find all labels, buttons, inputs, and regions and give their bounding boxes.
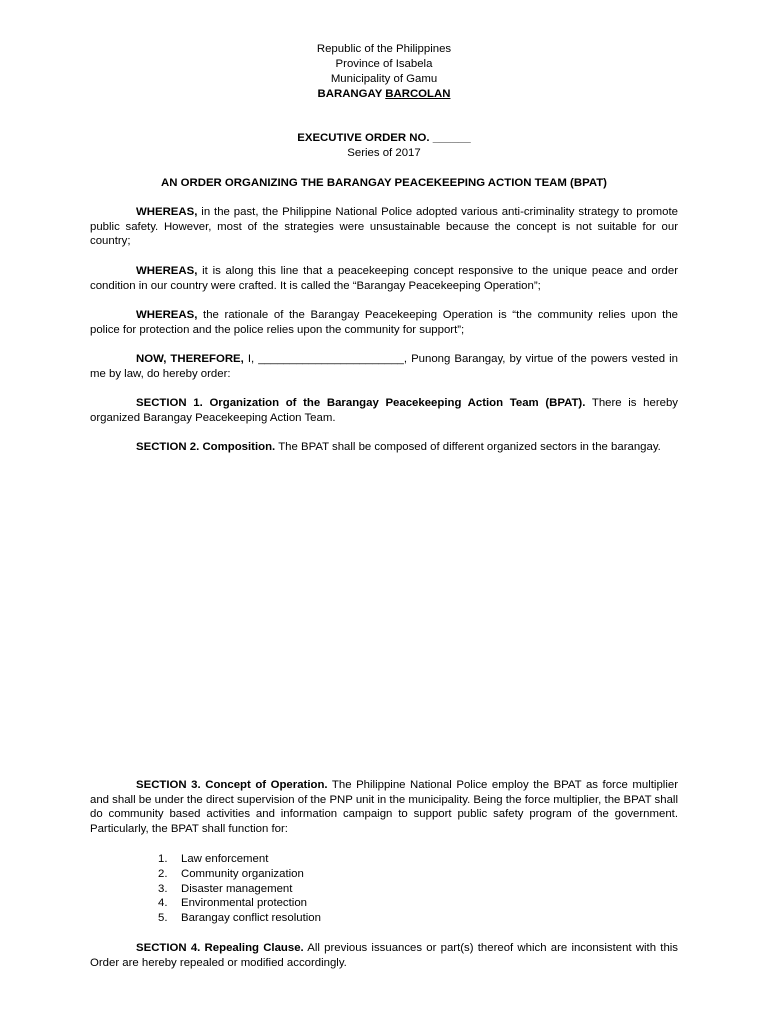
- list-label: Community organization: [181, 867, 304, 880]
- list-number: 5.: [158, 912, 168, 925]
- whereas-paragraph-3: [90, 308, 678, 337]
- list-item: [158, 852, 321, 867]
- list-item: [158, 911, 321, 926]
- section-2-paragraph: [90, 440, 678, 455]
- section-text: The Philippine National Police employ the BPAT as force multiplier and shall be under the direct supervision of the PNP unit in the municipality. Being the force multiplier, the BPAT shall do community based activities and information campaign to support public safety program of the government. Particularly, the BPAT shall function for:: [90, 779, 678, 835]
- list-label: Law enforcement: [181, 853, 269, 865]
- section-lead: SECTION 3. Concept of Operation.: [136, 779, 328, 791]
- barangay-prefix: BARANGAY: [317, 88, 383, 100]
- whereas-text: it is along this line that a peacekeeping concept responsive to the unique peace and order condition in our country were crafted. It is called the “Barangay Peacekeeping Operation”;: [90, 265, 678, 292]
- section-lead: SECTION 4. Repealing Clause.: [136, 942, 304, 954]
- section-text: The BPAT shall be composed of different organized sectors in the barangay.: [275, 441, 661, 453]
- section-lead: SECTION 2. Composition.: [136, 441, 276, 453]
- section-1-paragraph: [90, 396, 678, 425]
- section-4-paragraph: [90, 941, 678, 970]
- whereas-lead: WHEREAS,: [136, 265, 198, 277]
- header-barangay: [0, 87, 768, 102]
- order-title: AN ORDER ORGANIZING THE BARANGAY PEACEKEEPING ACTION TEAM (BPAT): [161, 177, 607, 189]
- header-municipality: Municipality of Gamu: [330, 73, 438, 85]
- now-therefore-paragraph: [90, 352, 678, 381]
- list-item: [158, 882, 321, 897]
- now-therefore-lead: NOW, THEREFORE,: [136, 353, 244, 365]
- now-therefore-text: I, _______________________, Punong Barangay, by virtue of the powers vested in me by law, do hereby order:: [90, 353, 678, 380]
- section-text: There is hereby organized Barangay Peacekeeping Action Team.: [90, 397, 678, 424]
- list-number: 4.: [158, 897, 168, 910]
- list-label: Environmental protection: [181, 897, 307, 910]
- list-label: Barangay conflict resolution: [181, 912, 321, 925]
- whereas-lead: WHEREAS,: [136, 206, 198, 218]
- whereas-lead: WHEREAS,: [136, 309, 198, 321]
- barangay-name: BARCOLAN: [385, 88, 451, 100]
- whereas-text: the rationale of the Barangay Peacekeeping Operation is “the community relies upon the police for protection and the police relies upon the community for support”;: [90, 309, 678, 336]
- header-province: Province of Isabela: [335, 58, 433, 70]
- list-item: [158, 896, 321, 911]
- header-republic: Republic of the Philippines: [316, 43, 452, 55]
- order-series: Series of 2017: [347, 147, 421, 159]
- section-3-paragraph: [90, 778, 678, 836]
- whereas-text: in the past, the Philippine National Police adopted various anti-criminality strategy to promote public safety. However, most of the strategies were unsustainable because the concept is not suitable for our country;: [90, 206, 678, 248]
- list-number: 1.: [158, 853, 168, 865]
- list-number: 3.: [158, 882, 168, 895]
- section-lead: SECTION 1. Organization of the Barangay Peacekeeping Action Team (BPAT).: [136, 397, 586, 409]
- whereas-paragraph-2: [90, 264, 678, 293]
- function-list: [158, 852, 321, 926]
- list-number: 2.: [158, 867, 168, 880]
- whereas-paragraph-1: [90, 205, 678, 249]
- section-text: All previous issuances or part(s) thereof which are inconsistent with this Order are hereby repealed or modified accordingly.: [90, 942, 678, 969]
- executive-order-number: EXECUTIVE ORDER NO. ______: [297, 132, 471, 144]
- list-label: Disaster management: [181, 882, 293, 895]
- list-item: [158, 867, 321, 882]
